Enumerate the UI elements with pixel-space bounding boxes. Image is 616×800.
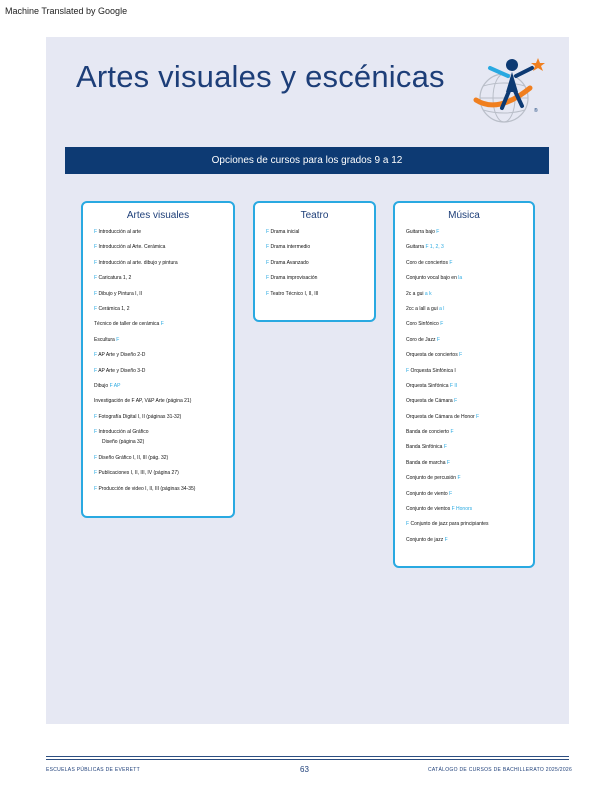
course-line	[94, 486, 233, 492]
course-line	[406, 352, 533, 358]
course-line	[94, 455, 233, 461]
course-line	[94, 398, 233, 404]
course-name: Introducción al Gráfico	[98, 429, 149, 436]
course-line	[94, 470, 233, 476]
course-line	[406, 337, 533, 343]
course-line	[94, 414, 233, 420]
course-item	[94, 429, 233, 455]
course-item	[406, 275, 533, 290]
course-line	[406, 398, 533, 404]
course-mark: F	[266, 275, 270, 282]
course-name: Coro de conciertos	[406, 259, 448, 266]
course-item	[406, 383, 533, 398]
course-line	[266, 260, 374, 266]
course-list	[395, 229, 533, 552]
course-mark: F	[446, 459, 450, 466]
course-name: Drama intermedio	[270, 244, 311, 251]
column-music	[393, 201, 535, 568]
course-name: Dibujo	[94, 382, 109, 389]
course-line	[94, 337, 233, 343]
course-name: Teatro Técnico I, II, III	[270, 290, 319, 297]
course-line	[266, 244, 374, 250]
column-theater	[253, 201, 376, 322]
page-number: 63	[300, 765, 309, 774]
course-item	[266, 244, 374, 259]
course-item	[94, 306, 233, 321]
course-mark: F	[476, 413, 480, 420]
course-line	[94, 429, 233, 435]
course-line	[406, 506, 533, 512]
course-item	[406, 444, 533, 459]
course-line	[406, 429, 533, 435]
course-line	[94, 352, 233, 358]
course-line	[406, 291, 533, 297]
machine-translated-note: Machine Translated by Google	[5, 6, 128, 16]
course-mark: F	[116, 336, 120, 343]
course-mark: F	[449, 490, 453, 497]
course-item	[406, 414, 533, 429]
course-line	[94, 368, 233, 374]
course-name: Drama Avanzado	[270, 259, 309, 266]
course-name: Guitarra bajo	[406, 229, 435, 235]
course-list	[83, 229, 233, 501]
course-name: Conjunto de jazz para principiantes	[410, 521, 489, 528]
course-mark: F	[94, 367, 98, 374]
course-line	[406, 306, 533, 312]
logo-icon	[468, 48, 550, 130]
course-name: Conjunto de jazz	[406, 536, 444, 543]
page-title: Artes visuales y escénicas	[76, 59, 445, 94]
column-title: Música	[448, 210, 480, 221]
course-item	[94, 337, 233, 352]
course-mark: F II	[449, 382, 458, 389]
course-mark: F	[459, 352, 463, 359]
course-item	[406, 491, 533, 506]
course-item	[406, 260, 533, 275]
course-line	[406, 229, 533, 235]
course-mark: F	[436, 336, 440, 343]
course-name: Fotografía Digital I, II (páginas 31-32)	[98, 413, 182, 420]
course-line	[266, 291, 374, 297]
course-list	[255, 229, 374, 306]
course-name: Orquesta Sinfónica I	[410, 367, 456, 374]
footer-rule	[46, 756, 569, 760]
course-item	[266, 229, 374, 244]
course-name: Conjunto de vientos	[406, 506, 451, 513]
course-line	[406, 383, 533, 389]
course-mark: F AP	[109, 382, 121, 389]
course-line	[406, 537, 533, 543]
course-name: Banda de concierto	[406, 429, 450, 436]
course-item	[94, 275, 233, 290]
course-mark: F	[443, 444, 447, 451]
course-name: Publicaciones I, II, III, IV (página 27)	[98, 470, 179, 477]
course-name: 2c a gui	[406, 290, 424, 297]
course-name: AP Arte y Diseño 2-D	[98, 352, 146, 359]
course-name: Introducción al arte. dibujo y pintura	[98, 259, 178, 266]
course-item	[266, 260, 374, 275]
course-name: Drama inicial	[270, 229, 300, 235]
course-item	[94, 291, 233, 306]
course-line	[406, 275, 533, 281]
course-line	[406, 475, 533, 481]
course-line	[406, 260, 533, 266]
course-item	[94, 398, 233, 413]
course-line	[94, 291, 233, 297]
course-name: Introducción al arte	[98, 229, 141, 235]
course-mark: F	[457, 475, 461, 482]
course-name: Caricatura 1, 2	[98, 275, 132, 282]
course-name: Investigación de F AP, V&P Arte (página 21)	[94, 398, 192, 405]
course-item	[94, 486, 233, 501]
course-mark: F	[266, 229, 270, 235]
course-name: Coro Sinfónico	[406, 321, 439, 328]
course-item	[406, 321, 533, 336]
course-item	[406, 429, 533, 444]
course-mark: F	[450, 429, 454, 436]
course-line	[406, 444, 533, 450]
course-item	[94, 260, 233, 275]
course-mark: F	[266, 290, 270, 297]
course-item	[406, 537, 533, 552]
course-item	[406, 521, 533, 536]
course-name: Escultura	[94, 336, 115, 343]
course-mark: F	[94, 290, 98, 297]
course-item	[94, 470, 233, 485]
course-mark: la	[458, 275, 463, 282]
course-line	[94, 275, 233, 281]
course-name: 2cc a lall a gui	[406, 305, 438, 312]
course-line	[94, 321, 233, 327]
course-mark: F	[94, 275, 98, 282]
course-mark: F	[94, 413, 98, 420]
course-item	[406, 244, 533, 259]
course-item	[266, 291, 374, 306]
course-name: Drama improvisación	[270, 275, 318, 282]
course-name: Orquesta de conciertos	[406, 352, 458, 359]
course-mark: a k	[424, 290, 432, 297]
course-mark: F	[406, 521, 410, 528]
footer-catalog: CATÁLOGO DE CURSOS DE BACHILLERATO 2025/2026	[428, 767, 573, 773]
course-name: Orquesta de Cámara	[406, 398, 453, 405]
course-mark: F	[94, 229, 98, 235]
course-item	[266, 275, 374, 290]
course-item	[406, 460, 533, 475]
course-item	[406, 291, 533, 306]
course-mark: F Honors	[451, 506, 473, 513]
course-name: Introducción al Arte. Cerámica	[98, 244, 166, 251]
course-mark: F	[94, 455, 98, 462]
course-mark: F	[266, 244, 270, 251]
course-name: Conjunto vocal bajo en	[406, 275, 457, 282]
course-mark: F	[454, 398, 458, 405]
course-item	[406, 306, 533, 321]
course-name: Banda de marcha	[406, 459, 446, 466]
course-line	[406, 521, 533, 527]
course-name: Dibujo y Pintura I, II	[98, 290, 143, 297]
course-item	[94, 352, 233, 367]
course-mark: F	[440, 321, 444, 328]
course-item	[94, 383, 233, 398]
course-mark: F	[94, 259, 98, 266]
course-mark: F	[449, 259, 453, 266]
course-line	[266, 275, 374, 281]
course-name: Producción de video I, II, III (páginas 34-35)	[98, 485, 196, 492]
course-name: Guitarra	[406, 244, 425, 251]
course-name: Conjunto de viento	[406, 490, 448, 497]
course-line	[94, 383, 233, 389]
course-name: AP Arte y Diseño 3-D	[98, 367, 146, 374]
course-line	[406, 414, 533, 420]
course-mark: F	[94, 244, 98, 251]
course-mark: F	[436, 229, 440, 235]
column-visual-arts	[81, 201, 235, 518]
course-line	[406, 244, 533, 250]
course-name: Cerámica 1, 2	[98, 305, 130, 312]
course-mark: F	[160, 321, 164, 328]
course-line	[406, 491, 533, 497]
svg-text:®: ®	[534, 108, 538, 114]
course-mark: F	[444, 536, 448, 543]
course-line	[406, 368, 533, 374]
course-item	[94, 229, 233, 244]
course-line	[266, 229, 374, 235]
course-line	[406, 321, 533, 327]
course-item	[94, 414, 233, 429]
course-item	[406, 352, 533, 367]
course-mark: F	[266, 259, 270, 266]
course-item	[406, 368, 533, 383]
course-line	[94, 244, 233, 250]
course-name: Orquesta Sinfónica	[406, 382, 449, 389]
course-mark: F 1, 2, 3	[425, 244, 444, 251]
course-line	[94, 229, 233, 235]
course-name: Diseño Gráfico I, II, III (pág. 32)	[98, 455, 169, 462]
course-mark: F	[94, 305, 98, 312]
course-item	[406, 229, 533, 244]
course-item	[94, 368, 233, 383]
course-item	[406, 337, 533, 352]
course-mark: a l	[439, 305, 445, 312]
course-item	[94, 244, 233, 259]
course-subline: Diseño (página 32)	[102, 439, 145, 446]
course-line	[406, 460, 533, 466]
column-title: Artes visuales	[126, 210, 190, 221]
course-mark: F	[406, 367, 410, 374]
footer-school: ESCUELAS PÚBLICAS DE EVERETT	[46, 767, 140, 773]
course-item	[94, 455, 233, 470]
course-item	[406, 506, 533, 521]
course-name: Conjunto de percusión	[406, 475, 457, 482]
course-item	[406, 475, 533, 490]
course-name: Orquesta de Cámara de Honor	[406, 413, 475, 420]
course-item	[406, 398, 533, 413]
course-mark: F	[94, 470, 98, 477]
course-line	[94, 306, 233, 312]
course-mark: F	[94, 429, 98, 436]
column-title: Teatro	[300, 210, 329, 221]
course-mark: F	[94, 485, 98, 492]
course-name: Técnico de taller de cerámica	[94, 321, 160, 328]
course-name: Coro de Jazz	[406, 336, 436, 343]
course-mark: F	[94, 352, 98, 359]
grade-options-banner: Opciones de cursos para los grados 9 a 12	[65, 147, 549, 174]
course-name: Banda Sinfónica	[406, 444, 443, 451]
course-item	[94, 321, 233, 336]
course-line	[94, 260, 233, 266]
